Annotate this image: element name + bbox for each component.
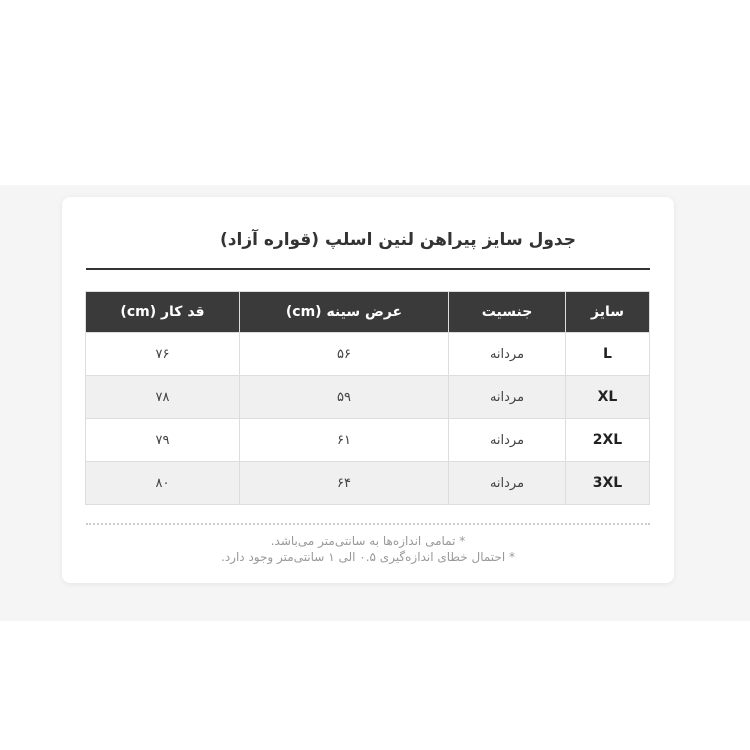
content-band xyxy=(0,185,750,621)
cell-size: 3XL xyxy=(566,462,650,505)
cell-chest: ۶۴ xyxy=(240,462,449,505)
size-chart-card xyxy=(62,197,674,583)
note-line-units: * تمامی اندازه‌ها به سانتی‌متر می‌باشد. xyxy=(270,534,466,548)
table-row xyxy=(86,333,650,376)
table-row xyxy=(86,376,650,419)
cell-length: ۷۹ xyxy=(86,419,240,462)
size-chart-title: جدول سایز پیراهن لنین اسلپ (قواره آزاد) xyxy=(220,230,576,250)
cell-length: ۷۸ xyxy=(86,376,240,419)
cell-gender: مردانه xyxy=(449,419,566,462)
cell-size: L xyxy=(566,333,650,376)
column-header-chest: عرض سینه (cm) xyxy=(240,292,449,333)
title-divider xyxy=(86,268,650,270)
cell-chest: ۵۹ xyxy=(240,376,449,419)
notes xyxy=(86,533,650,565)
cell-gender: مردانه xyxy=(449,333,566,376)
column-header-size: سایز xyxy=(566,292,650,333)
cell-size: XL xyxy=(566,376,650,419)
table-header-row xyxy=(86,292,650,333)
table-row xyxy=(86,462,650,505)
size-chart-table xyxy=(85,291,650,505)
cell-chest: ۶۱ xyxy=(240,419,449,462)
note-line-tolerance: * احتمال خطای اندازه‌گیری ۰.۵ الی ۱ سانتی‌متر وجود دارد. xyxy=(221,550,515,564)
column-header-length: قد کار (cm) xyxy=(86,292,240,333)
column-header-gender: جنسیت xyxy=(449,292,566,333)
cell-chest: ۵۶ xyxy=(240,333,449,376)
cell-gender: مردانه xyxy=(449,462,566,505)
cell-size: 2XL xyxy=(566,419,650,462)
cell-gender: مردانه xyxy=(449,376,566,419)
cell-length: ۷۶ xyxy=(86,333,240,376)
table-row xyxy=(86,419,650,462)
cell-length: ۸۰ xyxy=(86,462,240,505)
notes-divider xyxy=(86,523,650,525)
